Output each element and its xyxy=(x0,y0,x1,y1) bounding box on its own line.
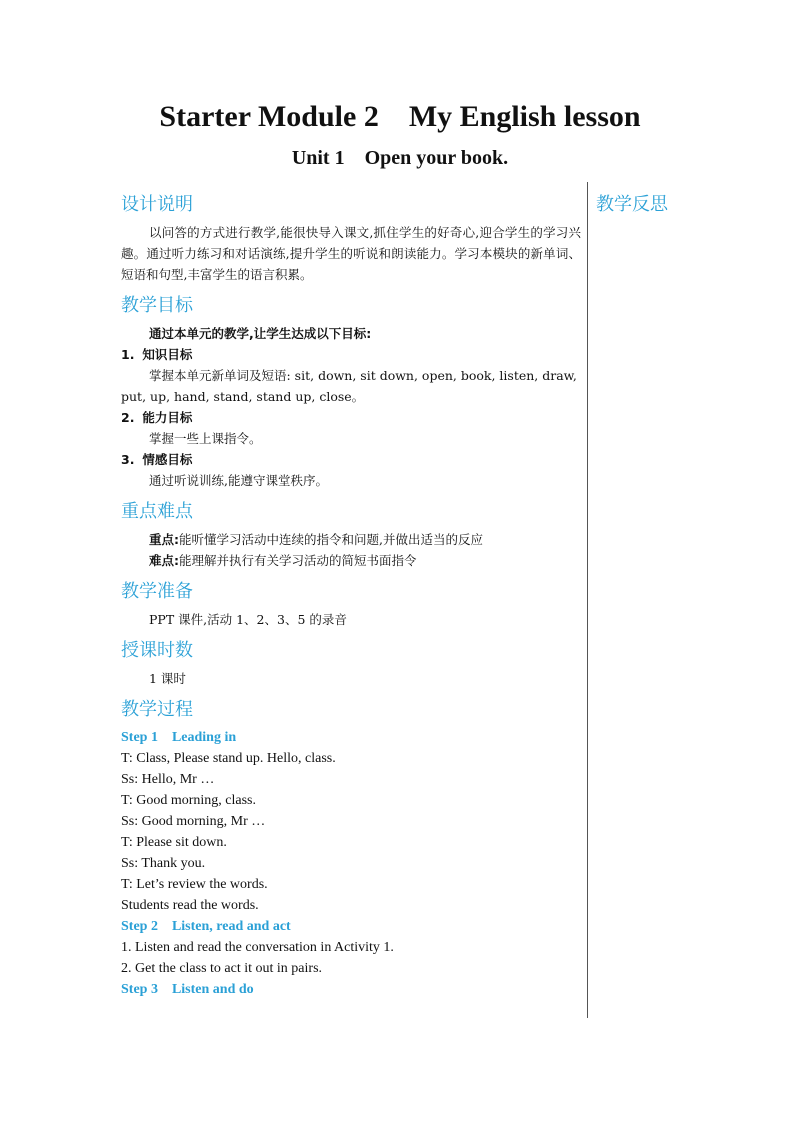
dialogue-line: Students read the words. xyxy=(121,898,259,913)
focus-label: 重点: xyxy=(149,532,179,547)
reflection-heading: 教学反思 xyxy=(596,194,668,215)
step-3-heading: Step 3 Listen and do xyxy=(121,982,254,997)
hours-heading: 授课时数 xyxy=(121,640,193,661)
emotion-goal-title: 3. 情感目标 xyxy=(121,452,193,467)
ability-goal-text: 掌握一些上课指令。 xyxy=(149,431,262,446)
ability-goal-label: 能力目标 xyxy=(142,410,193,425)
dialogue-line: T: Class, Please stand up. Hello, class. xyxy=(121,751,336,766)
difficulty-line xyxy=(121,550,581,571)
step-1-heading: Step 1 Leading in xyxy=(121,730,237,745)
hours-text: 1 课时 xyxy=(149,671,186,686)
unit-subtitle: Unit 1 Open your book. xyxy=(291,147,509,169)
difficulty-label: 难点: xyxy=(149,553,179,568)
goals-heading: 教学目标 xyxy=(121,295,193,316)
instruction-line: 1. Listen and read the conversation in Activity 1. xyxy=(121,940,394,955)
goals-intro: 通过本单元的教学,让学生达成以下目标: xyxy=(149,326,372,341)
dialogue-line: Ss: Thank you. xyxy=(121,856,206,871)
dialogue-line: Ss: Good morning, Mr … xyxy=(121,814,266,829)
dialogue-line: T: Good morning, class. xyxy=(121,793,257,808)
dialogue-line: Ss: Hello, Mr … xyxy=(121,772,215,787)
instruction-line: 2. Get the class to act it out in pairs. xyxy=(121,961,323,976)
focus-line xyxy=(121,529,581,550)
process-heading: 教学过程 xyxy=(121,699,193,720)
knowledge-goal-label: 知识目标 xyxy=(142,347,193,362)
main-column xyxy=(121,190,581,1000)
knowledge-goal-text-2: put, up, hand, stand, stand up, close。 xyxy=(121,389,365,404)
column-divider xyxy=(587,182,588,1018)
preparation-text: PPT 课件,活动 1、2、3、5 的录音 xyxy=(149,612,347,627)
knowledge-goal-title: 1. 知识目标 xyxy=(121,347,193,362)
ability-goal-title: 2. 能力目标 xyxy=(121,410,193,425)
emotion-goal-text: 通过听说训练,能遵守课堂秩序。 xyxy=(149,473,328,488)
preparation-heading: 教学准备 xyxy=(121,581,193,602)
dialogue-line: T: Please sit down. xyxy=(121,835,227,850)
key-points-heading: 重点难点 xyxy=(121,501,193,522)
design-text: 以问答的方式进行教学,能很快导入课文,抓住学生的好奇心,迎合学生的学习兴趣。通过听力练习和对话演练,提升学生的听说和朗读能力。学习本模块的新单词、短语和句型,丰富学生的语言积累。 xyxy=(121,225,581,282)
difficulty-text: 能理解并执行有关学习活动的简短书面指令 xyxy=(179,553,417,568)
knowledge-goal-text-1: 掌握本单元新单词及短语: sit, down, sit down, open, book, listen, draw, xyxy=(149,368,577,383)
page-title: Starter Module 2 My English lesson xyxy=(159,100,641,133)
emotion-goal-label: 情感目标 xyxy=(142,452,193,467)
design-heading: 设计说明 xyxy=(121,194,193,215)
step-2-heading: Step 2 Listen, read and act xyxy=(121,919,291,934)
focus-text: 能听懂学习活动中连续的指令和问题,并做出适当的反应 xyxy=(179,532,483,547)
dialogue-line: T: Let’s review the words. xyxy=(121,877,268,892)
